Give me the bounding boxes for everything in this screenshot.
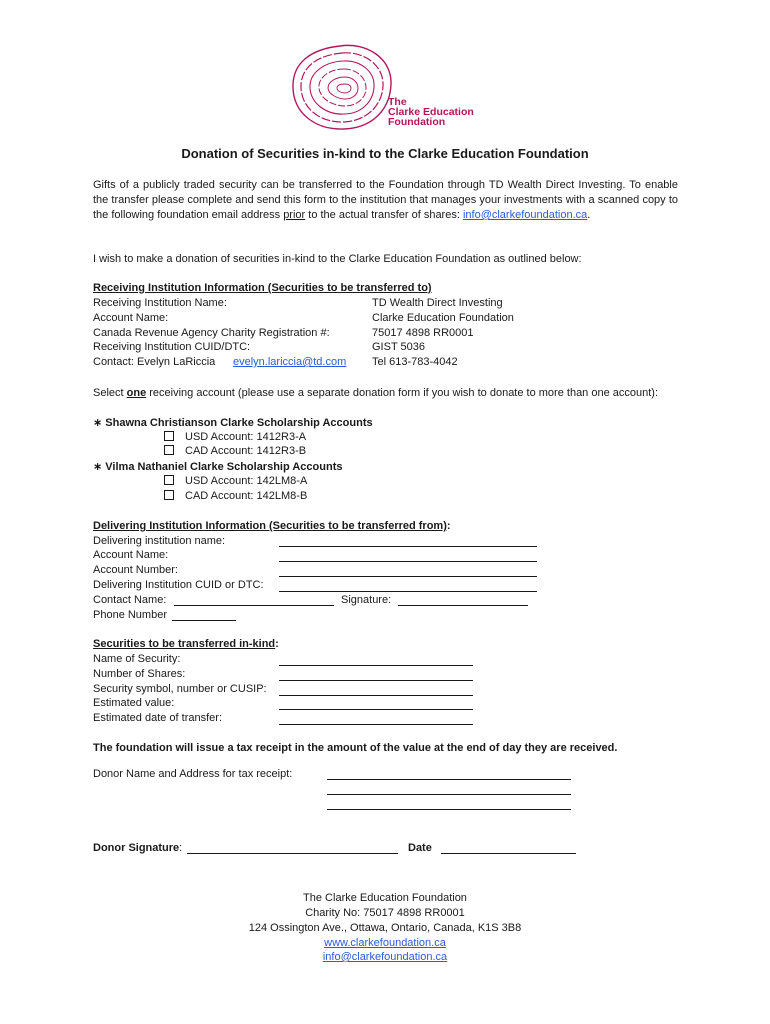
receipt-notice: The foundation will issue a tax receipt in the amount of the value at the end of day they are received. [93,742,618,754]
delivering-label: Delivering institution name: [93,535,226,547]
number-of-shares-field[interactable] [279,669,473,681]
securities-label: Estimated date of transfer: [93,712,223,724]
select-text-after: receiving account (please use a separate donation form if you wish to donate to more than one account): [146,387,659,399]
intro-prior: prior [283,209,306,221]
securities-heading-text: Securities to be transferred in-kind [93,638,276,650]
delivering-institution-field[interactable] [279,535,537,547]
logo-line-3: Foundation [388,116,446,128]
receiving-heading: Receiving Institution Information (Securities to be transferred to) [93,282,432,294]
date-field[interactable] [441,842,576,854]
account-group-name: Vilma Nathaniel Clarke Scholarship Accounts [105,461,343,473]
logo-rings-icon [288,40,398,132]
footer-address: 124 Ossington Ave., Ottawa, Ontario, Canada, K1S 3B8 [248,922,522,934]
footer-website [0,937,770,949]
donor-address-field[interactable] [327,768,571,780]
bullet-icon: ∗ [93,461,106,473]
account-group-name: Shawna Christianson Clarke Scholarship Accounts [105,417,373,429]
select-text-before: Select [93,387,127,399]
donor-address-field[interactable] [327,798,571,810]
securities-label: Name of Security: [93,653,181,665]
security-symbol-field[interactable] [279,684,473,696]
security-name-field[interactable] [279,654,473,666]
receiving-label: Account Name: [93,312,169,324]
intro-end: . [587,209,591,221]
account-option[interactable] [164,475,307,487]
receiving-label: Receiving Institution CUID/DTC: [93,341,251,353]
account-option[interactable] [164,445,306,457]
contact-name-label: Contact Name: [93,594,167,606]
receiving-value: 75017 4898 RR0001 [372,327,474,339]
intro-text-before: Gifts of a publicly traded security can be transferred to the Foundation through TD Wealth Direct Investing. To enable the transfer please complete and send this form to the institution that manages your investments with a scanned copy to the following foundation email address [93,179,678,221]
footer-charity: Charity No: 75017 4898 RR0001 [305,907,465,919]
signature-label: Signature: [341,594,392,606]
receiving-contact-label: Contact: Evelyn LaRiccia [93,356,216,368]
estimated-value-field[interactable] [279,698,473,710]
contact-name-field[interactable] [174,594,334,606]
checkbox-icon[interactable] [164,490,174,500]
account-option-label: USD Account: 142LM8-A [185,475,308,487]
delivering-label: Delivering Institution CUID or DTC: [93,579,264,591]
select-one: one [126,387,147,399]
delivering-heading [93,520,451,532]
phone-label: Phone Number [93,609,167,621]
donor-signature-label: Donor Signature [93,842,180,854]
footer-website-link[interactable]: www.clarkefoundation.ca [324,937,446,949]
account-option-label: CAD Account: 1412R3-B [185,445,307,457]
checkbox-icon[interactable] [164,445,174,455]
receiving-contact-email[interactable]: evelyn.lariccia@td.com [233,356,347,368]
securities-heading [93,638,279,650]
wish-text: I wish to make a donation of securities in-kind to the Clarke Education Foundation as outlined below: [93,253,582,265]
delivering-heading-text: Delivering Institution Information (Securities to be transferred from) [93,520,447,532]
phone-field[interactable] [172,609,236,621]
donor-signature [93,842,182,854]
delivering-heading-colon: : [446,520,451,532]
securities-label: Number of Shares: [93,668,186,680]
logo [288,40,488,132]
delivering-label: Account Number: [93,564,178,576]
receiving-label: Canada Revenue Agency Charity Registration #: [93,327,330,339]
account-option[interactable] [164,490,307,502]
securities-label: Security symbol, number or CUSIP: [93,683,267,695]
account-group-2 [93,460,342,473]
footer-email [0,951,770,963]
securities-label: Estimated value: [93,697,175,709]
account-option[interactable] [164,431,306,443]
receiving-contact-tel: Tel 613-783-4042 [372,356,458,368]
receiving-value: GIST 5036 [372,341,425,353]
footer-org: The Clarke Education Foundation [303,892,467,904]
donor-address-field[interactable] [327,783,571,795]
receiving-value: Clarke Education Foundation [372,312,514,324]
delivering-account-name-field[interactable] [279,550,537,562]
account-option-label: USD Account: 1412R3-A [185,431,307,443]
checkbox-icon[interactable] [164,431,174,441]
estimated-date-field[interactable] [279,713,473,725]
select-paragraph [93,386,678,401]
logo-line-2: Clarke Education [388,106,474,118]
delivering-account-number-field[interactable] [279,565,537,577]
receiving-value: TD Wealth Direct Investing [372,297,503,309]
intro-text-after: to the actual transfer of shares: [305,209,463,221]
account-group-1 [93,416,373,429]
donor-address-label: Donor Name and Address for tax receipt: [93,768,293,780]
date-label: Date [408,842,432,854]
receiving-label: Receiving Institution Name: [93,297,227,309]
delivering-cuid-field[interactable] [279,580,537,592]
securities-heading-colon: : [275,638,279,650]
logo-line-1: The [388,96,407,108]
intro-email-link[interactable]: info@clarkefoundation.ca [462,209,588,221]
bullet-icon: ∗ [93,417,106,429]
intro-paragraph [93,178,678,223]
footer-email-link[interactable]: info@clarkefoundation.ca [322,951,448,963]
page-title: Donation of Securities in-kind to the Clarke Education Foundation [181,146,589,161]
signature-field[interactable] [398,594,528,606]
checkbox-icon[interactable] [164,475,174,485]
donor-signature-colon: : [179,842,183,854]
donor-signature-field[interactable] [187,842,398,854]
account-option-label: CAD Account: 142LM8-B [185,490,308,502]
delivering-label: Account Name: [93,549,169,561]
